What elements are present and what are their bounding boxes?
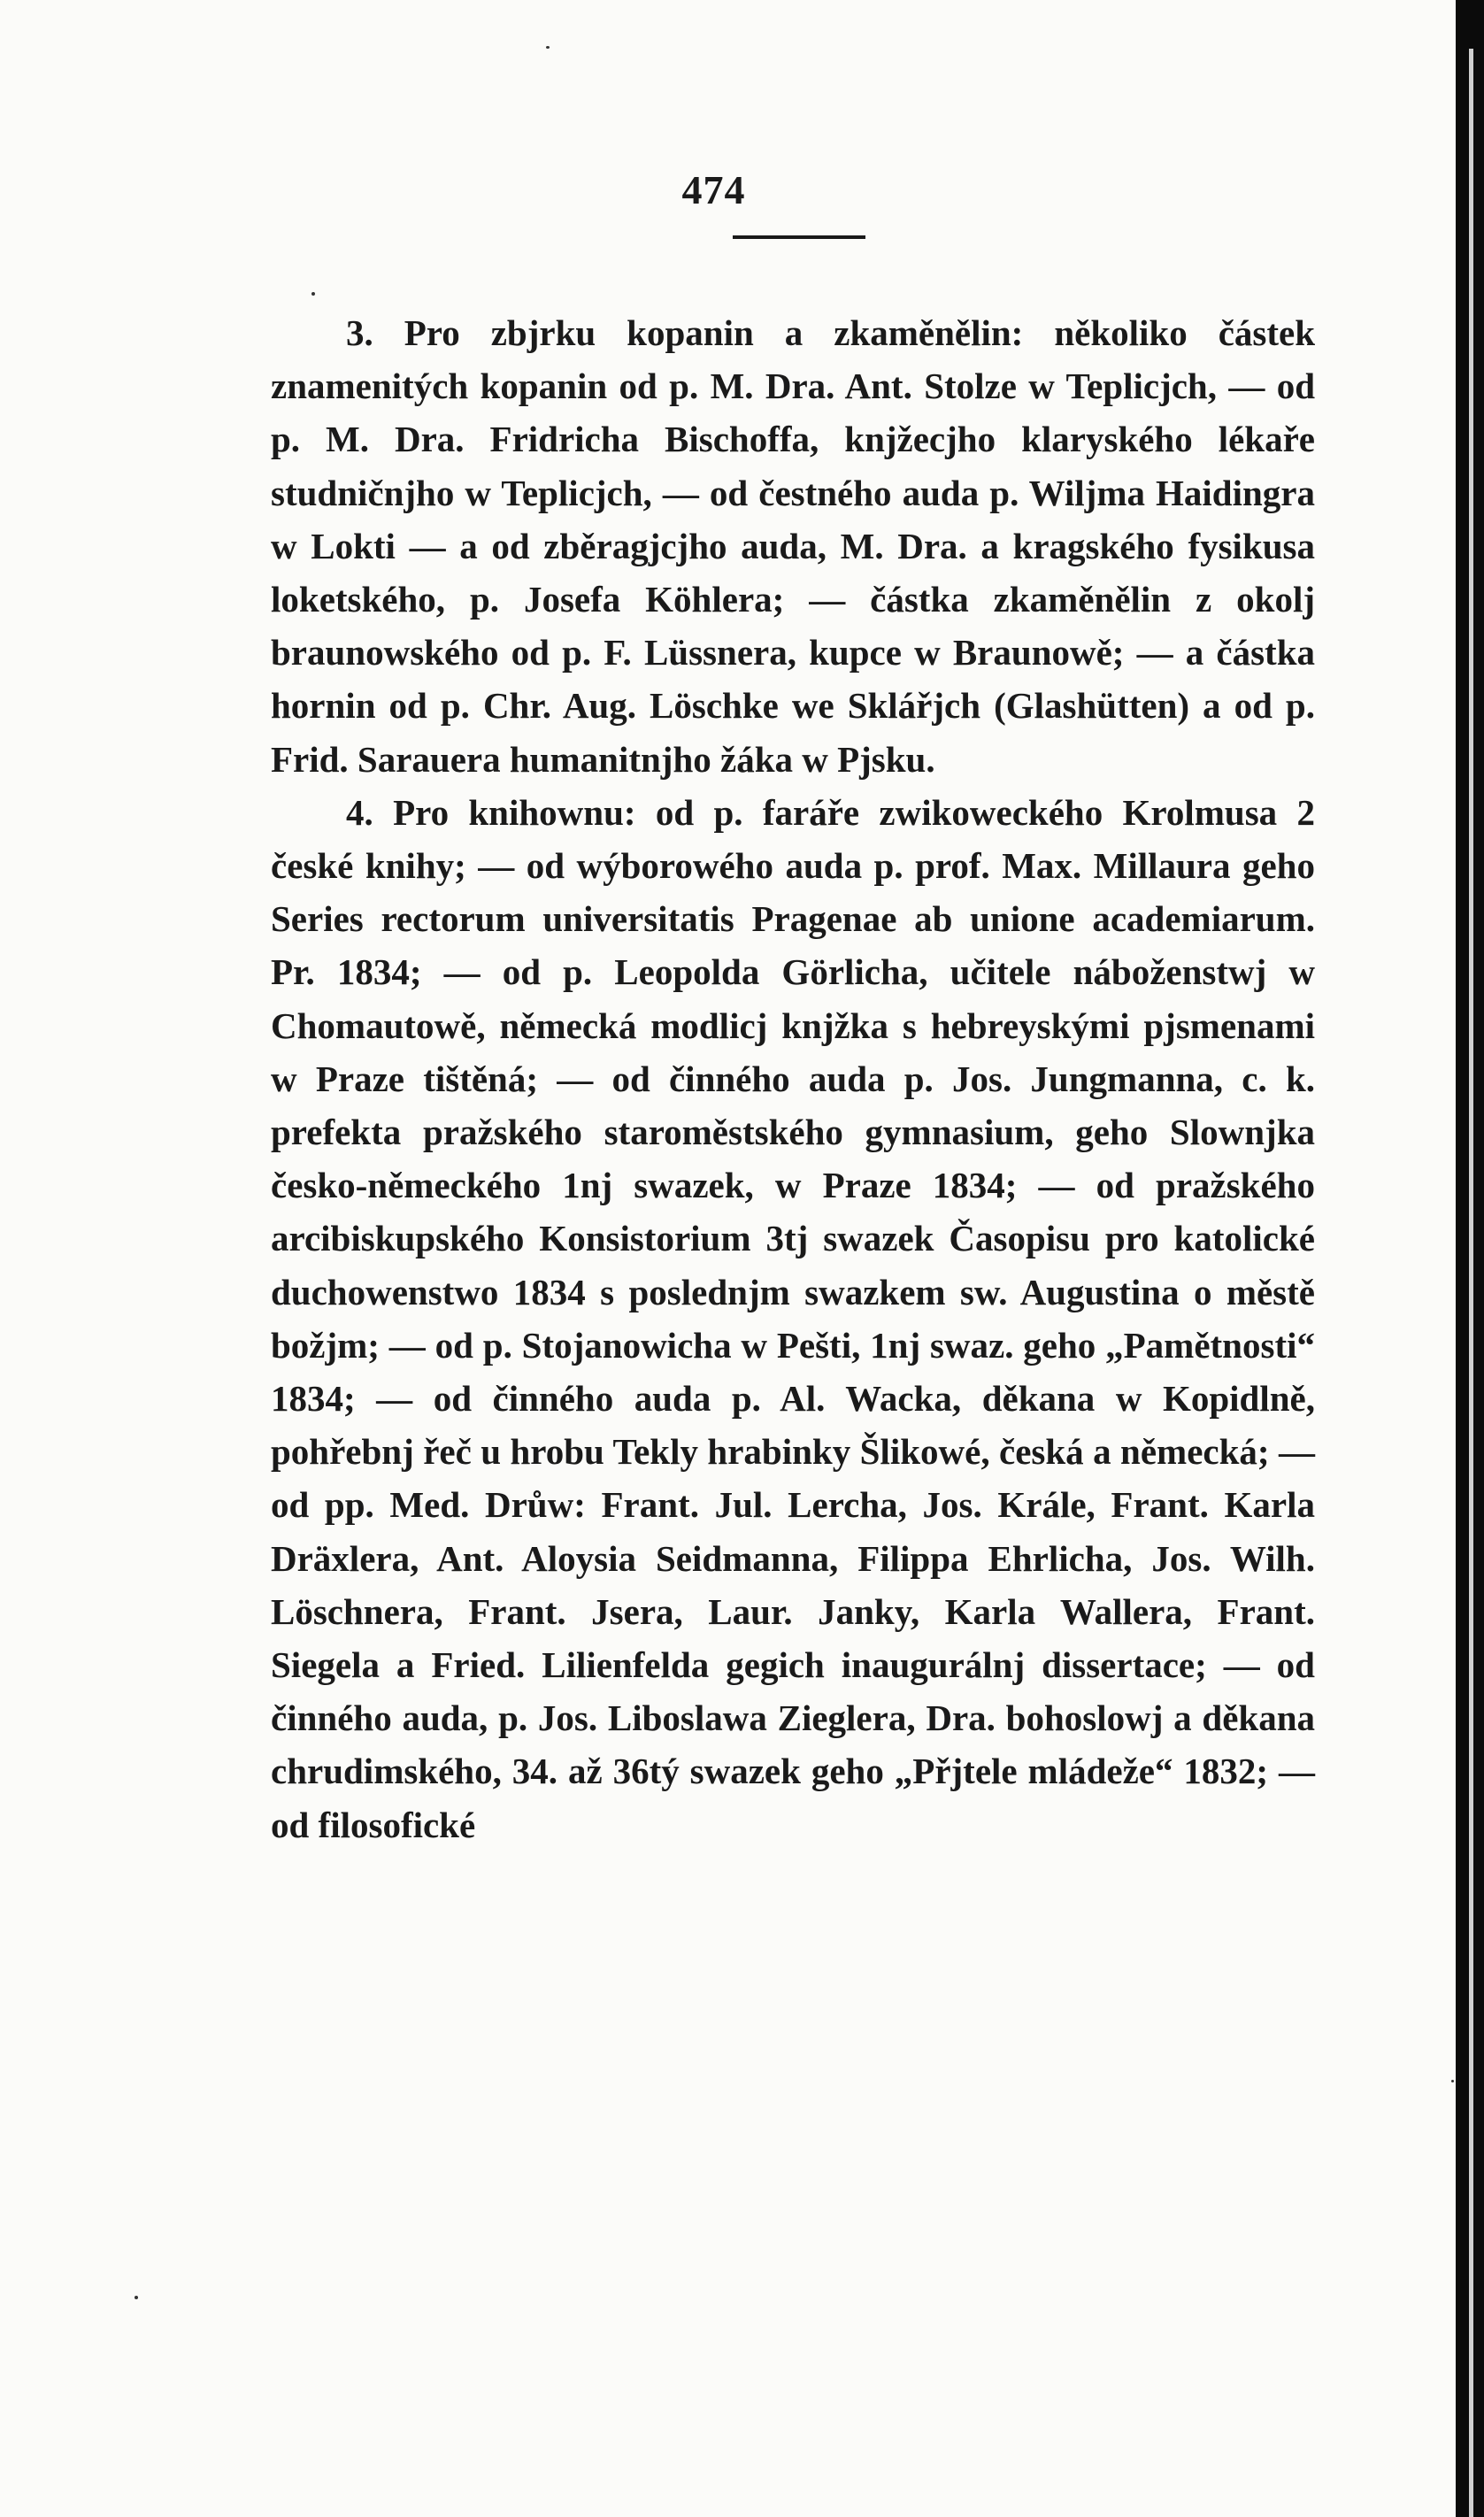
page-number: 474 bbox=[681, 167, 746, 212]
print-speck bbox=[135, 2296, 138, 2299]
paragraph-collections: 3. Pro zbjrku kopanin a zkaměnělin: několiko částek znamenitých kopanin od p. M. Dra. Ant. Stolze w Teplicjch, — od p. M. Dra. Fridricha Bischoffa, knjžecjho klaryského lékaře studničnjho w Teplicjch, — od čestného auda p. Wiljma Haidingra w Lokti — a od zběragjcjho auda, M. Dra. a kragského fysikusa loketského, p. Josefa Köhlera; — částka zkaměnělin z okolj braunowského od p. F. Lüssnera, kupce w Braunowě; — a částka hornin od p. Chr. Aug. Löschke we Sklářjch (Glashütten) a od p. Frid. Sarauera humanitnjho žáka w Pjsku. bbox=[271, 312, 1315, 780]
page-number-rule bbox=[733, 235, 865, 239]
print-speck bbox=[1451, 2080, 1454, 2082]
paragraph-library: 4. Pro knihownu: od p. faráře zwikoweckého Krolmusa 2 české knihy; — od wýborowého auda p. prof. Max. Millaura geho Series rectorum universitatis Pragenae ab unione academiarum. Pr. 1834; — od p. Leopolda Görlicha, učitele náboženstwj w Chomautowě, německá modlicj knjžka s hebreyskými pjsmenami w Praze tištěná; — od činného auda p. Jos. Jungmanna, c. k. prefekta pražského staroměstského gymnasium, geho Slownjka česko-německého 1nj swazek, w Praze 1834; — od pražského arcibiskupského Konsistorium 3tj swazek Časopisu pro katolické duchowenstwo 1834 s poslednjm swazkem sw. Augustina o městě božjm; — od p. Stojanowicha w Pešti, 1nj swaz. geho „Pamětnosti“ 1834; — od činného auda p. Al. Wacka, děkana w Kopidlně, pohřebnj řeč u hrobu Tekly hrabinky Šlikowé, česká a německá; — od pp. Med. Drůw: Frant. Jul. Lercha, Jos. Krále, Frant. Karla Dräxlera, Ant. Aloysia Seidmanna, Filippa Ehrlicha, Jos. Wilh. Löschnera, Frant. Jsera, Laur. Janky, Karla Wallera, Frant. Siegela a Fried. Lilienfelda gegich inaugurálnj dissertace; — od činného auda, p. Jos. Liboslawa Zieglera, Dra. bohoslowj a děkana chrudimského, 34. až 36tý swazek geho „Přjtele mládeže“ 1832; — od filosofické bbox=[271, 791, 1315, 1845]
body-text bbox=[271, 306, 1315, 1851]
print-speck bbox=[546, 46, 550, 49]
print-speck bbox=[311, 292, 315, 296]
scan-edge-highlight bbox=[1469, 49, 1473, 2517]
